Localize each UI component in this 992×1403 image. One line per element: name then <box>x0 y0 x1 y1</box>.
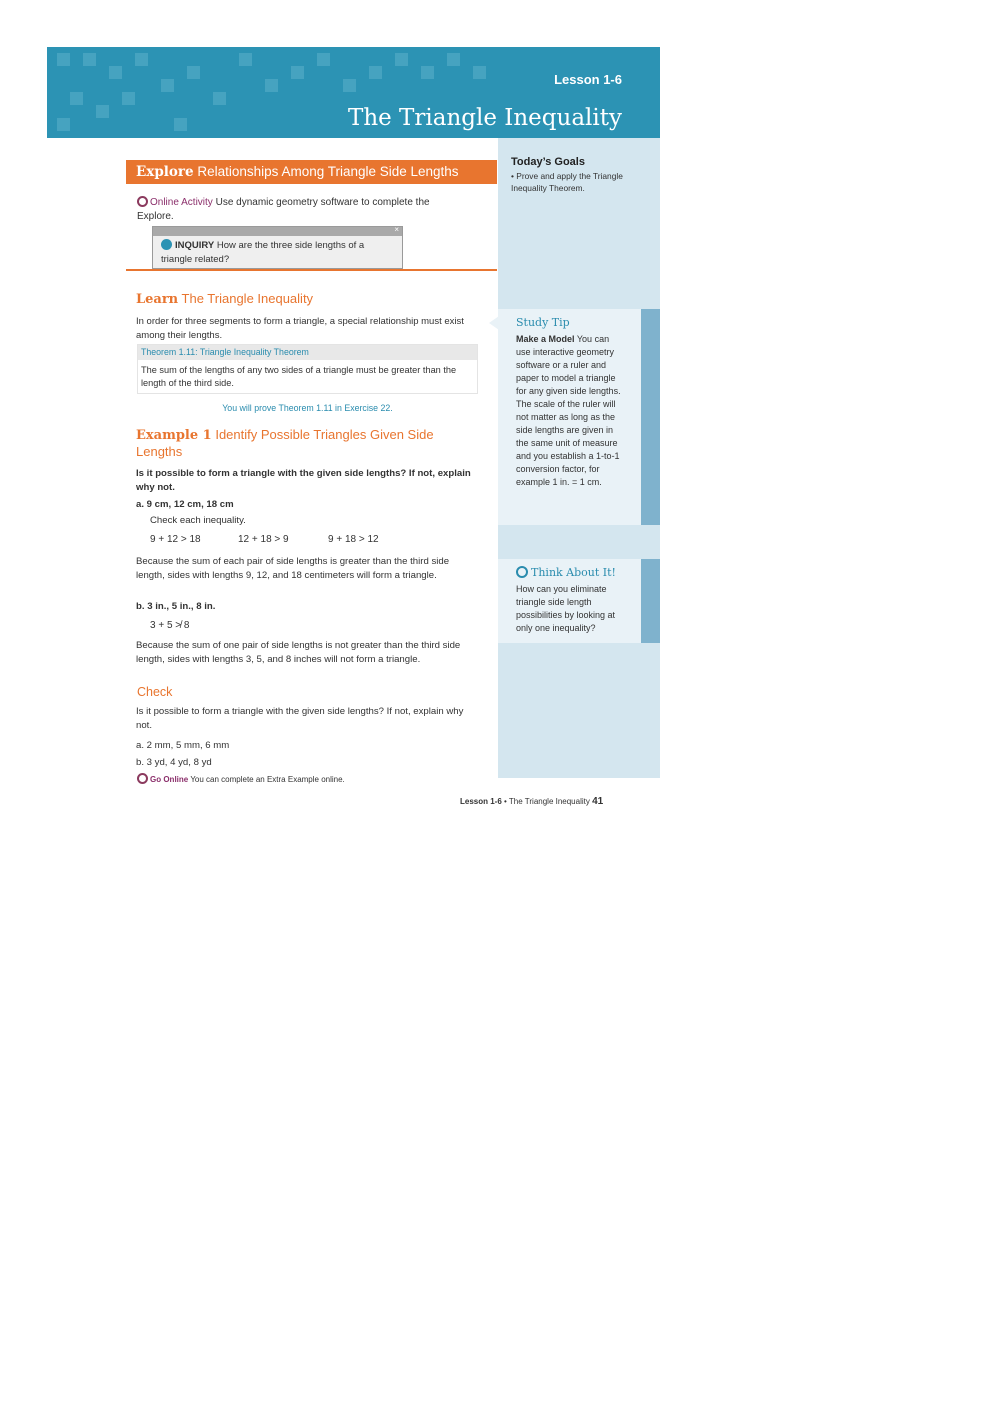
banner-tile <box>174 118 187 131</box>
explore-divider <box>126 269 497 271</box>
example-part-a-check: Check each inequality. <box>150 515 246 526</box>
footer-title: The Triangle Inequality <box>508 797 590 806</box>
banner-tile <box>291 66 304 79</box>
example-title: Identify Possible Triangles Given Side Lengths <box>136 427 434 459</box>
banner-tile <box>187 66 200 79</box>
banner-tile <box>239 53 252 66</box>
think-stripe <box>641 559 660 643</box>
banner-tile <box>473 66 486 79</box>
inequality-3: 9 + 18 > 12 <box>328 534 379 545</box>
study-tip-lead: Make a Model <box>516 334 575 344</box>
banner-tile <box>265 79 278 92</box>
theorem-text: The sum of the lengths of any two sides of a triangle must be greater than the length of the third side. <box>141 365 457 388</box>
banner-tile <box>343 79 356 92</box>
banner-tile <box>70 92 83 105</box>
page-footer <box>460 796 603 807</box>
goals-title: Today’s Goals <box>511 156 585 168</box>
banner-tile <box>83 53 96 66</box>
learn-label: Learn <box>136 292 179 307</box>
go-online-link[interactable] <box>137 773 345 784</box>
example-part-a-conclusion: Because the sum of each pair of side lengths is greater than the third side length, sides with lengths 9, 12, and 18 centimeters will form a triangle. <box>136 556 450 581</box>
banner-tile <box>161 79 174 92</box>
lesson-number: Lesson 1-6 <box>554 72 622 87</box>
inquiry-titlebar <box>153 227 402 236</box>
learn-heading <box>136 291 313 307</box>
inequality-2: 12 + 18 > 9 <box>238 534 289 545</box>
inequality-1: 9 + 12 > 18 <box>150 534 201 545</box>
explore-label: Explore <box>136 164 194 180</box>
check-question: Is it possible to form a triangle with the given side lengths? If not, explain why not. <box>136 706 464 731</box>
footer-lesson: Lesson 1-6 <box>460 797 502 806</box>
go-online-text: You can complete an Extra Example online. <box>190 775 345 784</box>
banner-tile <box>421 66 434 79</box>
go-online-icon <box>137 773 148 784</box>
example-heading <box>136 427 476 460</box>
theorem-title: Theorem 1.11: Triangle Inequality Theorem <box>138 345 477 360</box>
lesson-title: The Triangle Inequality <box>347 105 622 131</box>
study-tip-title: Study Tip <box>516 316 570 329</box>
banner-tile <box>57 53 70 66</box>
banner-tile <box>57 118 70 131</box>
lesson-banner <box>47 47 660 138</box>
explore-header <box>126 160 497 184</box>
example-part-a: a. 9 cm, 12 cm, 18 cm <box>136 499 234 510</box>
check-heading: Check <box>137 685 173 699</box>
banner-tile <box>96 105 109 118</box>
go-online-label[interactable]: Go Online <box>150 775 189 784</box>
example-part-b-conclusion: Because the sum of one pair of side lengths is not greater than the third side length, sides with lengths 3, 5, and 8 inches will not form a triangle. <box>136 640 461 665</box>
study-tip-text: You can use interactive geometry software or a ruler and paper to model a triangle for any given side lengths. The scale of the ruler will not matter as long as the side lengths are given in the same unit of measure and you establish a 1-to-1 conversion factor, for example 1 in. = 1 cm. <box>516 334 621 487</box>
check-part-a: a. 2 mm, 5 mm, 6 mm <box>136 740 230 751</box>
example-question: Is it possible to form a triangle with the given side lengths? If not, explain why not. <box>136 468 471 493</box>
banner-tile <box>109 66 122 79</box>
goals-text: • Prove and apply the Triangle Inequality Theorem. <box>511 171 623 193</box>
page-number: 41 <box>592 796 604 807</box>
study-tip-body <box>516 333 626 489</box>
think-text: How can you eliminate triangle side length possibilities by looking at only one inequality? <box>516 584 616 633</box>
inquiry-icon <box>161 239 172 250</box>
online-activity-label[interactable]: Online Activity <box>150 197 213 208</box>
lightbulb-icon <box>516 566 528 578</box>
banner-tile <box>317 53 330 66</box>
example-label: Example 1 <box>136 428 212 443</box>
close-icon[interactable]: × <box>394 225 399 234</box>
banner-tile <box>122 92 135 105</box>
banner-tile <box>213 92 226 105</box>
banner-tile <box>369 66 382 79</box>
explore-title: Relationships Among Triangle Side Lengths <box>197 164 459 179</box>
banner-tile <box>395 53 408 66</box>
inquiry-text: How are the three side lengths of a triangle related? <box>161 240 365 265</box>
inquiry-label: INQUIRY <box>175 240 215 251</box>
inquiry-box <box>152 226 403 269</box>
online-activity-icon <box>137 196 148 207</box>
footer-separator: • <box>504 797 507 806</box>
study-tip-pointer <box>489 316 499 330</box>
think-title: Think About It! <box>531 566 616 579</box>
online-activity-text: Use dynamic geometry software to complete the Explore. <box>137 197 430 222</box>
theorem-box <box>137 344 478 394</box>
learn-title: The Triangle Inequality <box>181 291 314 306</box>
online-activity[interactable] <box>137 196 467 224</box>
learn-intro: In order for three segments to form a triangle, a special relationship must exist among their lengths. <box>136 316 464 341</box>
banner-tile <box>135 53 148 66</box>
study-tip-stripe <box>641 309 660 525</box>
inequality-b: 3 + 5 ≯ 8 <box>150 620 190 631</box>
banner-tile <box>447 53 460 66</box>
think-heading <box>516 566 616 579</box>
example-part-b: b. 3 in., 5 in., 8 in. <box>136 601 216 612</box>
check-part-b: b. 3 yd, 4 yd, 8 yd <box>136 757 212 768</box>
prove-note: You will prove Theorem 1.11 in Exercise 22. <box>222 403 393 413</box>
